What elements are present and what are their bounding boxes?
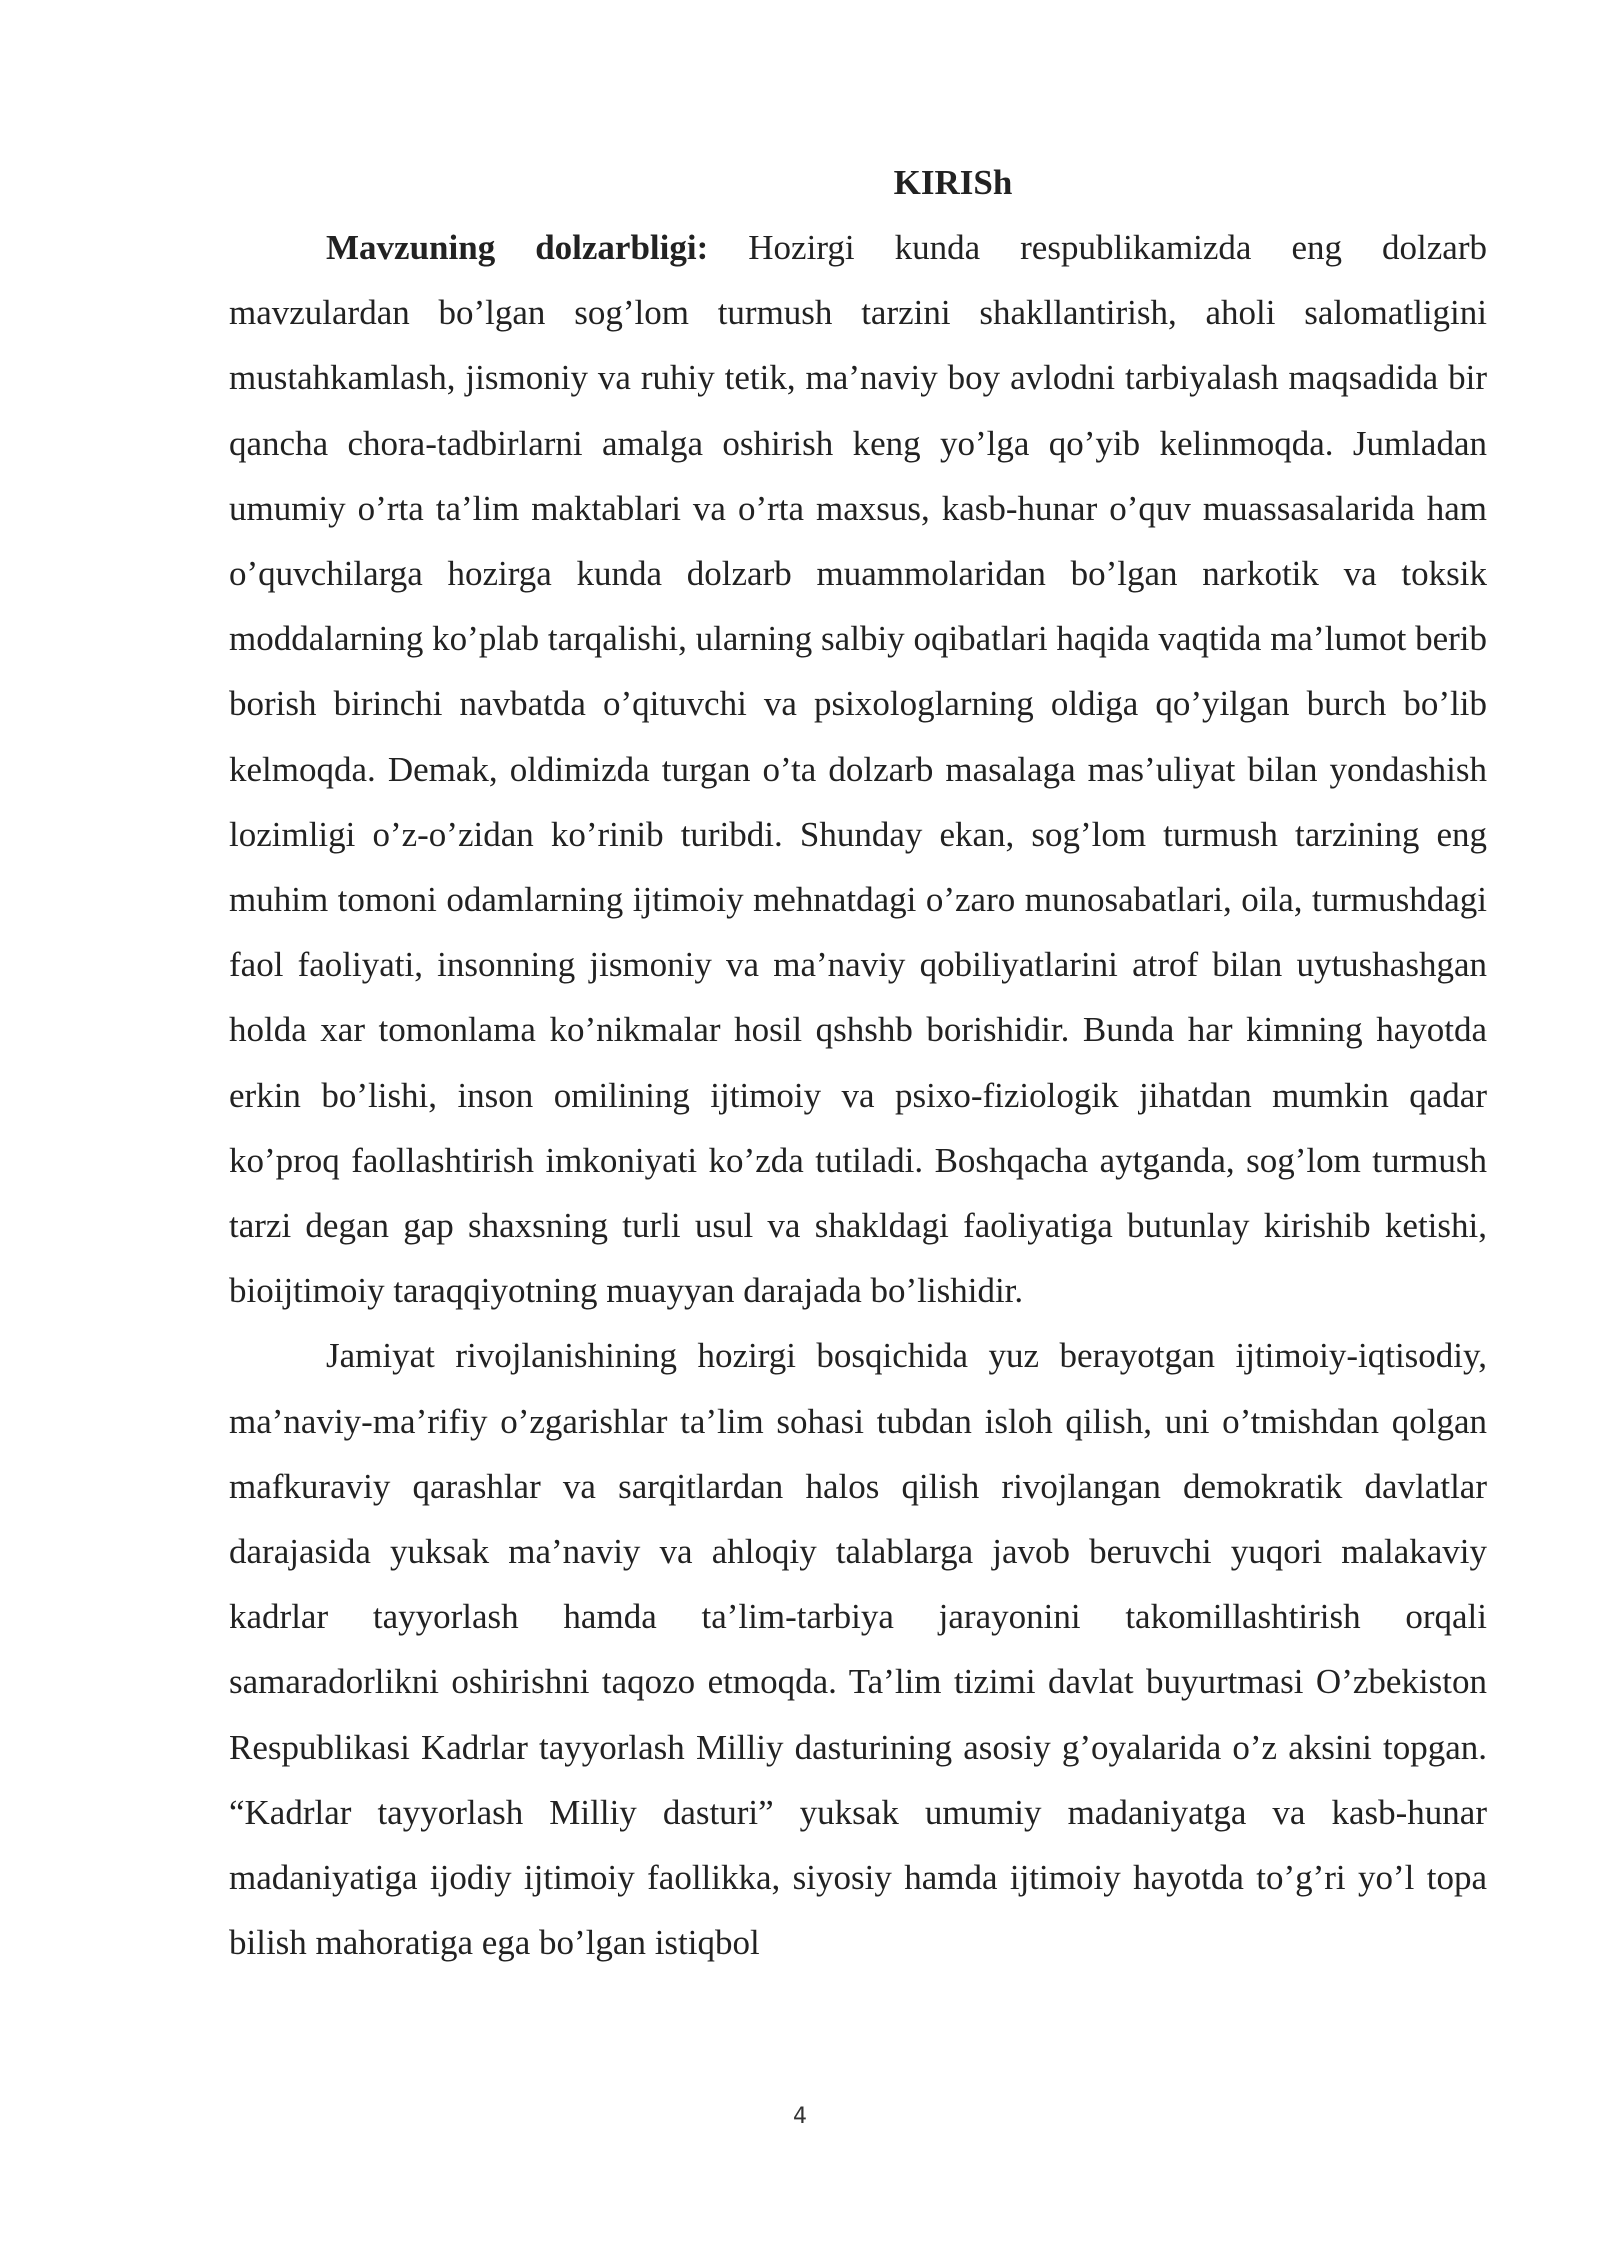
document-body bbox=[229, 150, 1487, 1975]
paragraph-text: Hozirgi kunda respublikamizda eng dolzarb mavzulardan bo’lgan sog’lom turmush tarzini shakllantirish, aholi salomatligini mustahkamlash, jismoniy va ruhiy tetik, ma’naviy boy avlodni tarbiyalash maqsadida bir qancha chora-tadbirlarni amalga oshirish keng yo’lga qo’yib kelinmoqda. Jumladan umumiy o’rta ta’lim maktablari va o’rta maxsus, kasb-hunar o’quv muassasalarida ham o’quvchilarga hozirga kunda dolzarb muammolaridan bo’lgan narkotik va toksik moddalarning ko’plab tarqalishi, ularning salbiy oqibatlari haqida vaqtida ma’lumot berib borish birinchi navbatda o’qituvchi va psixologlarning oldiga qo’yilgan burch bo’lib kelmoqda. Demak, oldimizda turgan o’ta dolzarb masalaga mas’uliyat bilan yondashish lozimligi o’z-o’zidan ko’rinib turibdi. Shunday ekan, sog’lom turmush tarzining eng muhim tomoni odamlarning ijtimoiy mehnatdagi o’zaro munosabatlari, oila, turmushdagi faol faoliyati, insonning jismoniy va ma’naviy qobiliyatlarini atrof bilan uytushashgan holda xar tomonlama ko’nikmalar hosil qshshb borishidir. Bunda har kimning hayotda erkin bo’lishi, inson omilining ijtimoiy va psixo-fiziologik jihatdan mumkin qadar ko’proq faollashtirish imkoniyati ko’zda tutiladi. Boshqacha aytganda, sog’lom turmush tarzi degan gap shaxsning turli usul va shakldagi faoliyatiga butunlay kirishib ketishi, bioijtimoiy taraqqiyotning muayyan darajada bo’lishidir. bbox=[229, 228, 1487, 1311]
paragraph-text: Jamiyat rivojlanishining hozirgi bosqichida yuz berayotgan ijtimoiy-iqtisodiy, ma’naviy-ma’rifiy o’zgarishlar ta’lim sohasi tubdan isloh qilish, uni o’tmishdan qolgan mafkuraviy qarashlar va sarqitlardan halos qilish rivojlangan demokratik davlatlar darajasida yuksak ma’naviy va ahloqiy talablarga javob beruvchi yuqori malakaviy kadrlar tayyorlash hamda ta’lim-tarbiya jarayonini takomillashtirish orqali samaradorlikni oshirishni taqozo etmoqda. Ta’lim tizimi davlat buyurtmasi O’zbekiston Respublikasi Kadrlar tayyorlash Milliy dasturining asosiy g’oyalarida o’z aksini topgan. “Kadrlar tayyorlash Milliy dasturi” yuksak umumiy madaniyatga va kasb-hunar madaniyatiga ijodiy ijtimoiy faollikka, siyosiy hamda ijtimoiy hayotda to’g’ri yo’l topa bilish mahoratiga ega bo’lgan istiqbol bbox=[229, 1336, 1487, 1963]
section-heading: KIRISh bbox=[893, 163, 1013, 202]
paragraph-lead: Mavzuning dolzarbligi: bbox=[326, 228, 709, 267]
page-number: 4 bbox=[793, 2104, 807, 2129]
paragraph-relevance bbox=[229, 215, 1487, 1323]
paragraph-society bbox=[229, 1323, 1487, 1975]
